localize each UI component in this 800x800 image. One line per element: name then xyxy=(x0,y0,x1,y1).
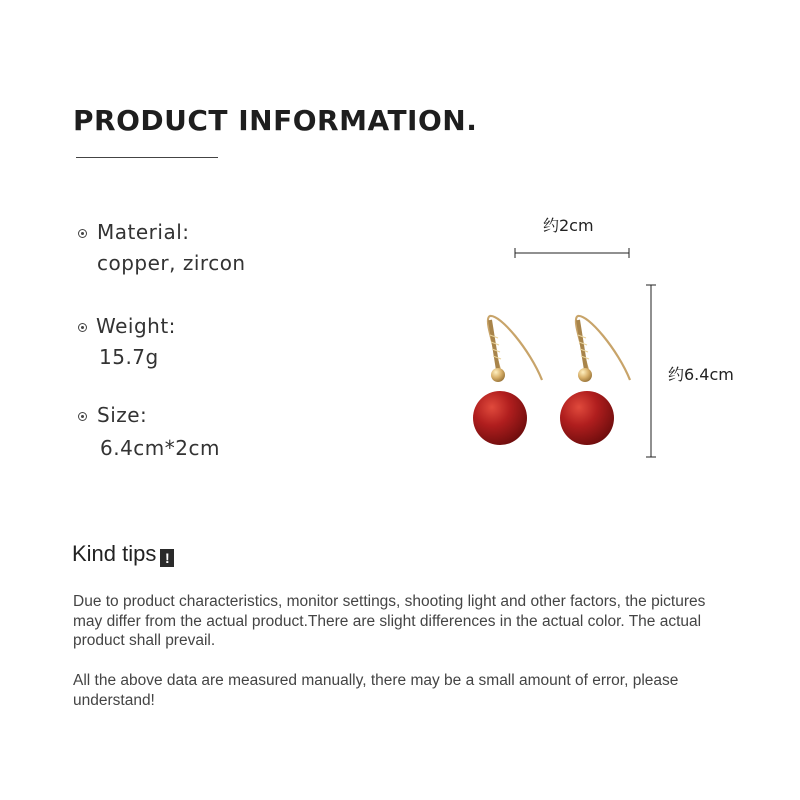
width-dimension-label: 约2cm xyxy=(543,216,594,235)
kind-tips-paragraph-1: Due to product characteristics, monitor settings, shooting light and other factors, the pictures may differ from the actual product.There are slight differences in the actual color. The actual product shall prevail. xyxy=(73,593,706,649)
product-image xyxy=(460,240,670,470)
size-label: Size: xyxy=(97,403,148,427)
kind-tips-heading xyxy=(72,541,174,567)
height-dimension-label: 约6.4cm xyxy=(668,365,734,384)
height-measure-line xyxy=(646,285,656,457)
left-earring xyxy=(473,316,542,445)
bullet-circle-icon xyxy=(78,323,87,332)
material-label: Material: xyxy=(97,220,190,244)
size-value: 6.4cm*2cm xyxy=(100,436,220,460)
weight-label: Weight: xyxy=(96,314,176,338)
kind-tips-paragraph-2: All the above data are measured manually, there may be a small amount of error, please understand! xyxy=(73,672,679,709)
weight-value: 15.7g xyxy=(99,345,159,369)
material-value: copper, zircon xyxy=(97,251,246,275)
page-title: PRODUCT INFORMATION. xyxy=(73,104,478,137)
right-earring xyxy=(560,316,630,445)
exclamation-icon: ! xyxy=(160,549,174,567)
title-underline xyxy=(76,157,218,158)
bullet-circle-icon xyxy=(78,412,87,421)
bullet-circle-icon xyxy=(78,229,87,238)
kind-tips-title: Kind tips xyxy=(72,541,157,566)
width-measure-line xyxy=(515,248,629,258)
